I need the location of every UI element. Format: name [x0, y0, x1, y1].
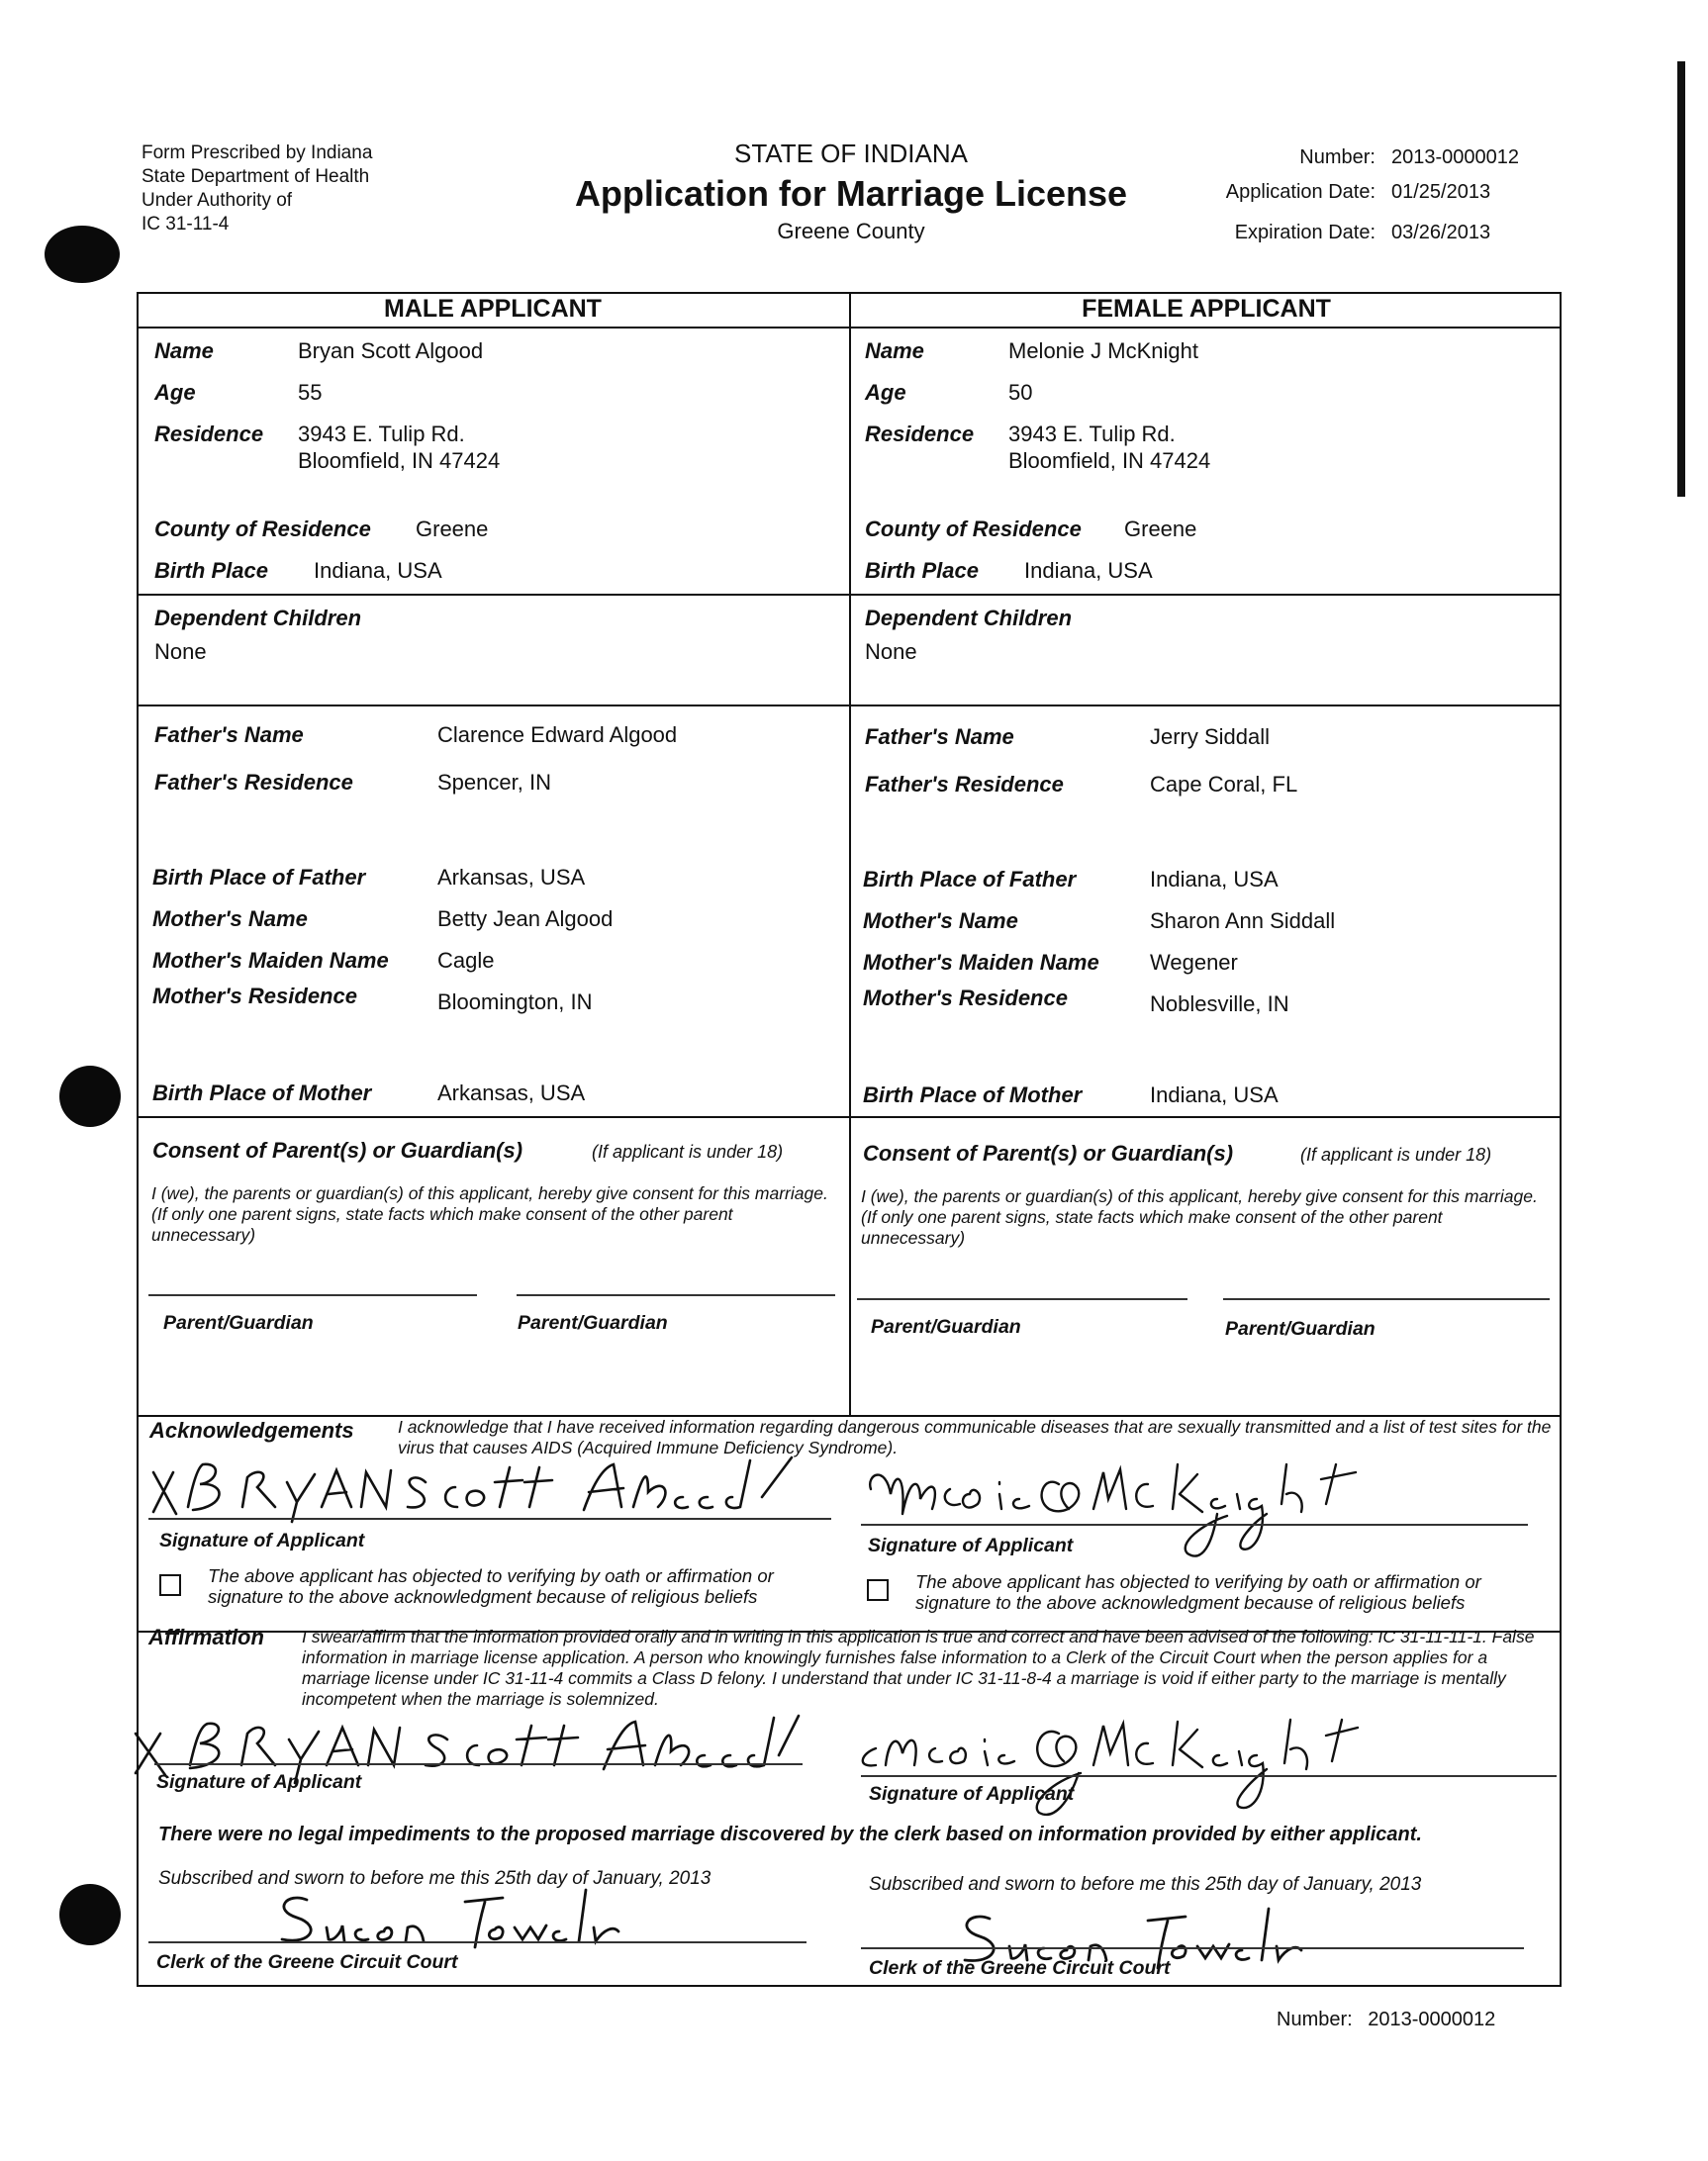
female-dependents-value: None [865, 639, 917, 664]
column-divider [849, 292, 851, 1415]
number-label: Number: [1299, 146, 1376, 168]
female-parent-signature-line-1 [857, 1298, 1187, 1300]
male-religious-objection-checkbox[interactable] [159, 1574, 181, 1596]
punch-hole-bottom [59, 1884, 121, 1945]
female-birth-place-label: Birth Place [865, 558, 979, 583]
number-value: 2013-0000012 [1391, 146, 1520, 168]
female-mother-residence-label: Mother's Residence [863, 986, 1068, 1010]
impediments-statement: There were no legal impediments to the proposed marriage discovered by the clerk based on information provided by either applicant. [158, 1824, 1422, 1845]
male-father-residence-value: Spencer, IN [437, 770, 551, 795]
female-consent-note: (If applicant is under 18) [1300, 1145, 1492, 1165]
female-residence-line2: Bloomfield, IN 47424 [1008, 448, 1211, 473]
clerk-label-right: Clerk of the Greene Circuit Court [869, 1957, 1171, 1979]
female-father-name-label: Father's Name [865, 724, 1014, 749]
divider [137, 594, 1562, 596]
male-applicant-heading: MALE APPLICANT [384, 295, 602, 323]
female-mother-residence-value: Noblesville, IN [1150, 991, 1289, 1016]
female-name-label: Name [865, 338, 924, 363]
female-ack-signature-line [861, 1524, 1528, 1526]
male-name-value: Bryan Scott Algood [298, 338, 484, 363]
footer-number-value: 2013-0000012 [1368, 2009, 1496, 2030]
punch-hole-middle [59, 1066, 121, 1127]
female-aff-signature-label: Signature of Applicant [869, 1783, 1075, 1805]
female-mother-name-value: Sharon Ann Siddall [1150, 908, 1336, 933]
app-date-label: Application Date: [1225, 181, 1376, 203]
clerk-signature-line-left [148, 1941, 807, 1943]
male-residence-line1: 3943 E. Tulip Rd. [298, 422, 465, 446]
affirmation-text: I swear/affirm that the information provided orally and in writing in this application is true and correct and have been advised of the following: IC 31-11-11-1. False information in marriage license application. A person who knowingly furnishes false information to a Clerk of the Circuit Court when the person applies for a marriage license under IC 31-11-4 commits a Class D felony. I understand that under IC 31-11-8-4 a marriage is void if either party to the marriage is mentally incompetent when the marriage is solemnized. [302, 1627, 1535, 1709]
affirmation-title: Affirmation [148, 1625, 264, 1649]
male-ack-signature-line [148, 1518, 831, 1520]
punch-hole-top [45, 226, 120, 283]
male-parent-label-1: Parent/Guardian [163, 1312, 314, 1334]
acknowledgements-title: Acknowledgements [149, 1418, 354, 1443]
male-mother-birthplace-value: Arkansas, USA [437, 1080, 586, 1105]
female-religious-objection-checkbox[interactable] [867, 1579, 889, 1601]
female-age-label: Age [865, 380, 906, 405]
female-residence-label: Residence [865, 422, 975, 446]
male-father-birthplace-value: Arkansas, USA [437, 865, 586, 890]
male-father-birthplace-label: Birth Place of Father [152, 865, 366, 890]
male-acknowledgement-signature [148, 1453, 802, 1522]
exp-date-value: 03/26/2013 [1391, 222, 1491, 243]
male-father-name-label: Father's Name [154, 722, 304, 747]
footer-number [1277, 2009, 1495, 2031]
male-mother-maiden-label: Mother's Maiden Name [152, 948, 389, 973]
male-consent-title: Consent of Parent(s) or Guardian(s) [152, 1138, 523, 1163]
male-parent-signature-line-1 [148, 1294, 477, 1296]
divider [137, 1116, 1562, 1118]
scan-edge-bar [1677, 61, 1685, 497]
county-name: Greene County [777, 219, 925, 243]
page-title: Application for Marriage License [574, 173, 1128, 214]
female-county-value: Greene [1124, 517, 1197, 541]
female-age-value: 50 [1008, 380, 1033, 405]
authority-line: IC 31-11-4 [142, 214, 230, 235]
acknowledgements-text: I acknowledge that I have received information regarding dangerous communicable diseases that are sexually transmitted and a list of test sites for the virus that causes AIDS (Acquired Immune Deficiency Syndrome). [398, 1417, 1552, 1457]
female-father-birthplace-label: Birth Place of Father [863, 867, 1077, 892]
male-consent-text: I (we), the parents or guardian(s) of this applicant, hereby give consent for this marriage. (If only one parent signs, state facts which make consent of the other parent unnecessary) [151, 1183, 828, 1245]
male-mother-birthplace-label: Birth Place of Mother [152, 1080, 372, 1105]
male-name-label: Name [154, 338, 214, 363]
female-residence-line1: 3943 E. Tulip Rd. [1008, 422, 1176, 446]
male-dependents-label: Dependent Children [154, 606, 362, 630]
male-aff-signature-line [154, 1763, 803, 1765]
male-aff-signature-label: Signature of Applicant [156, 1771, 362, 1793]
female-county-label: County of Residence [865, 517, 1082, 541]
female-father-birthplace-value: Indiana, USA [1150, 867, 1279, 892]
female-mother-maiden-label: Mother's Maiden Name [863, 950, 1099, 975]
female-mother-name-label: Mother's Name [863, 908, 1018, 933]
form-authority [142, 141, 372, 236]
female-applicant-heading: FEMALE APPLICANT [1082, 295, 1331, 323]
male-subscribed-text: Subscribed and sworn to before me this 25th day of January, 2013 [158, 1868, 712, 1889]
female-mother-maiden-value: Wegener [1150, 950, 1238, 975]
male-residence-label: Residence [154, 422, 264, 446]
male-mother-maiden-value: Cagle [437, 948, 495, 973]
authority-line: Form Prescribed by Indiana [142, 142, 373, 163]
male-county-label: County of Residence [154, 517, 371, 541]
female-consent-text: I (we), the parents or guardian(s) of this applicant, hereby give consent for this marriage. (If only one parent signs, state facts which make consent of the other parent unnecessary) [861, 1186, 1538, 1248]
female-religious-objection-text: The above applicant has objected to verifying by oath or affirmation or signature to the above acknowledgment because of religious beliefs [915, 1571, 1481, 1613]
male-dependents-value: None [154, 639, 207, 664]
female-father-name-value: Jerry Siddall [1150, 724, 1271, 749]
male-father-residence-label: Father's Residence [154, 770, 353, 795]
female-name-value: Melonie J McKnight [1008, 338, 1198, 363]
clerk-label-left: Clerk of the Greene Circuit Court [156, 1951, 458, 1973]
male-birth-place-label: Birth Place [154, 558, 268, 583]
male-residence-line2: Bloomfield, IN 47424 [298, 448, 501, 473]
female-father-residence-value: Cape Coral, FL [1150, 772, 1298, 797]
female-dependents-label: Dependent Children [865, 606, 1073, 630]
female-parent-label-2: Parent/Guardian [1225, 1318, 1376, 1340]
divider [137, 327, 1562, 329]
clerk-signature-line-right [861, 1947, 1524, 1949]
female-birth-place-value: Indiana, USA [1024, 558, 1153, 583]
male-consent-note: (If applicant is under 18) [592, 1142, 784, 1162]
male-age-label: Age [154, 380, 196, 405]
application-meta [1187, 146, 1519, 256]
male-parent-label-2: Parent/Guardian [518, 1312, 668, 1334]
footer-number-label: Number: [1277, 2009, 1353, 2030]
female-subscribed-text: Subscribed and sworn to before me this 25th day of January, 2013 [869, 1874, 1422, 1895]
male-mother-name-label: Mother's Name [152, 906, 308, 931]
authority-line: State Department of Health [142, 166, 370, 187]
female-consent-title: Consent of Parent(s) or Guardian(s) [863, 1141, 1234, 1166]
state-name: STATE OF INDIANA [734, 139, 968, 168]
male-parent-signature-line-2 [517, 1294, 835, 1296]
male-county-value: Greene [416, 517, 489, 541]
female-father-residence-label: Father's Residence [865, 772, 1064, 797]
female-mother-birthplace-value: Indiana, USA [1150, 1082, 1279, 1107]
male-age-value: 55 [298, 380, 323, 405]
clerk-signature-left [267, 1880, 623, 1949]
male-mother-residence-value: Bloomington, IN [437, 989, 593, 1014]
male-mother-residence-label: Mother's Residence [152, 984, 357, 1008]
female-parent-signature-line-2 [1223, 1298, 1550, 1300]
male-religious-objection-text: The above applicant has objected to verifying by oath or affirmation or signature to the above acknowledgment because of religious beliefs [208, 1565, 774, 1607]
app-date-value: 01/25/2013 [1391, 181, 1491, 203]
male-ack-signature-label: Signature of Applicant [159, 1530, 365, 1551]
male-mother-name-value: Betty Jean Algood [437, 906, 614, 931]
male-father-name-value: Clarence Edward Algood [437, 722, 678, 747]
divider [137, 705, 1562, 706]
female-ack-signature-label: Signature of Applicant [868, 1535, 1074, 1556]
form-title-block [524, 139, 1178, 244]
exp-date-label: Expiration Date: [1234, 222, 1376, 243]
male-birth-place-value: Indiana, USA [314, 558, 442, 583]
female-mother-birthplace-label: Birth Place of Mother [863, 1082, 1083, 1107]
female-parent-label-1: Parent/Guardian [871, 1316, 1021, 1338]
authority-line: Under Authority of [142, 190, 293, 211]
female-aff-signature-line [861, 1775, 1557, 1777]
